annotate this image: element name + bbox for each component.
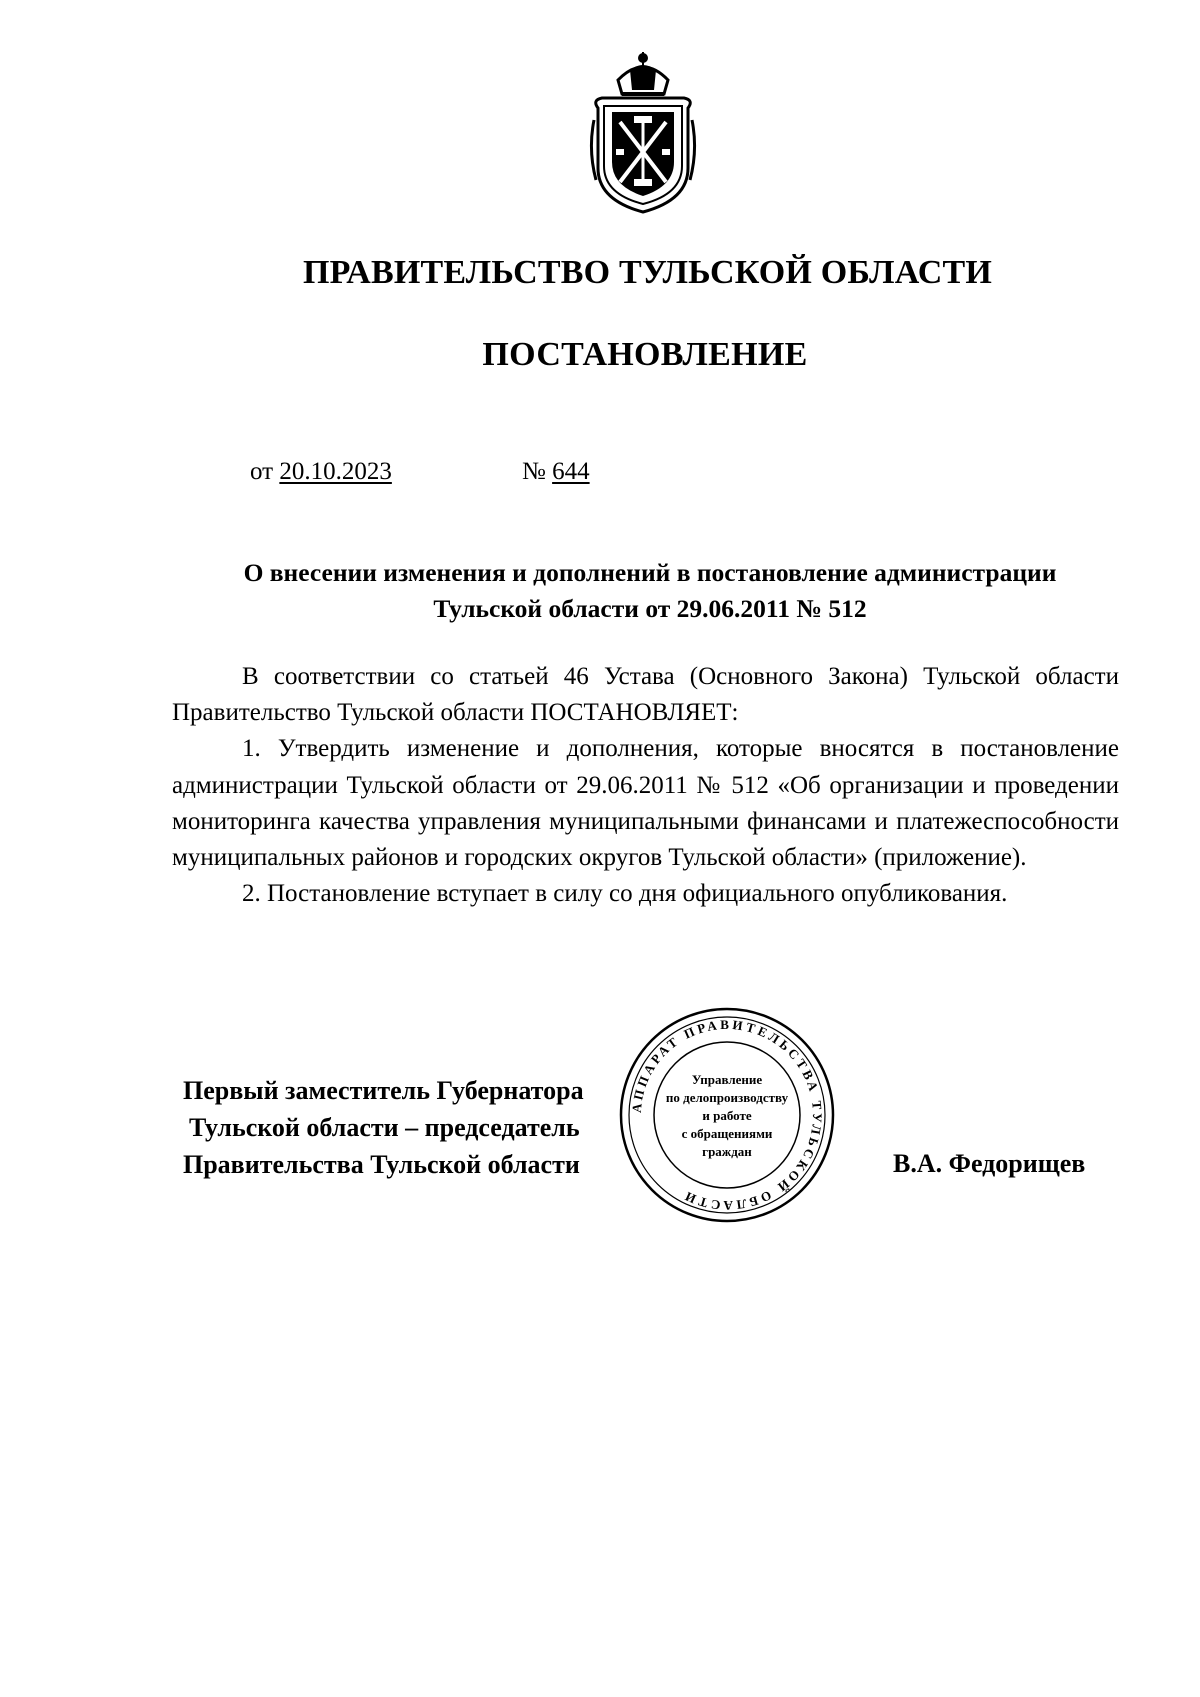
document-number [522, 458, 590, 486]
date-prefix: от [250, 458, 280, 485]
tula-coat-of-arms-icon [588, 50, 698, 215]
position-line-3: Правительства Тульской области [183, 1150, 580, 1179]
number-value: 644 [552, 458, 590, 485]
item-2-paragraph: 2. Постановление вступает в силу со дня официального опубликования. [242, 880, 1008, 908]
official-stamp [618, 1006, 836, 1224]
government-title: ПРАВИТЕЛЬСТВО ТУЛЬСКОЙ ОБЛАСТИ [302, 254, 993, 291]
document-type-title: ПОСТАНОВЛЕНИЕ [482, 336, 808, 373]
stamp-line-5: граждан [702, 1144, 752, 1159]
stamp-line-3: и работе [702, 1108, 752, 1123]
document-subject [170, 555, 1130, 627]
number-prefix: № [522, 458, 553, 485]
item-1-paragraph: 1. Утвердить изменение и дополнения, которые вносятся в постановление администрации Тульской области от 29.06.2011 № 512 «Об организации и проведении мониторинга качества управления муниципальными финансами и платежеспособности муниципальных районов и городских округов Тульской области» (приложение). [172, 735, 1119, 872]
document-body [172, 659, 1119, 912]
stamp-line-2: по делопроизводству [665, 1090, 789, 1105]
preamble-paragraph: В соответствии со статьей 46 Устава (Основного Закона) Тульской области Правительство Тульской области ПОСТАНОВЛЯЕТ: [172, 663, 1119, 727]
stamp-ring-text: АППАРАТ ПРАВИТЕЛЬСТВА ТУЛЬСКОЙ ОБЛАСТИ [628, 1016, 826, 1214]
position-line-1: Первый заместитель Губернатора [183, 1076, 584, 1105]
stamp-line-1: Управление [691, 1072, 763, 1087]
signatory-name: В.А. Федорищев [893, 1149, 1086, 1178]
date-value: 20.10.2023 [279, 458, 392, 485]
subject-line-2: Тульской области от 29.06.2011 № 512 [433, 594, 867, 623]
subject-line-1: О внесении изменения и дополнений в постановление администрации [243, 558, 1057, 587]
signatory-position [183, 1072, 584, 1183]
position-line-2: Тульской области – председатель [189, 1113, 580, 1142]
stamp-line-4: с обращениями [681, 1126, 773, 1141]
document-date [250, 458, 392, 486]
